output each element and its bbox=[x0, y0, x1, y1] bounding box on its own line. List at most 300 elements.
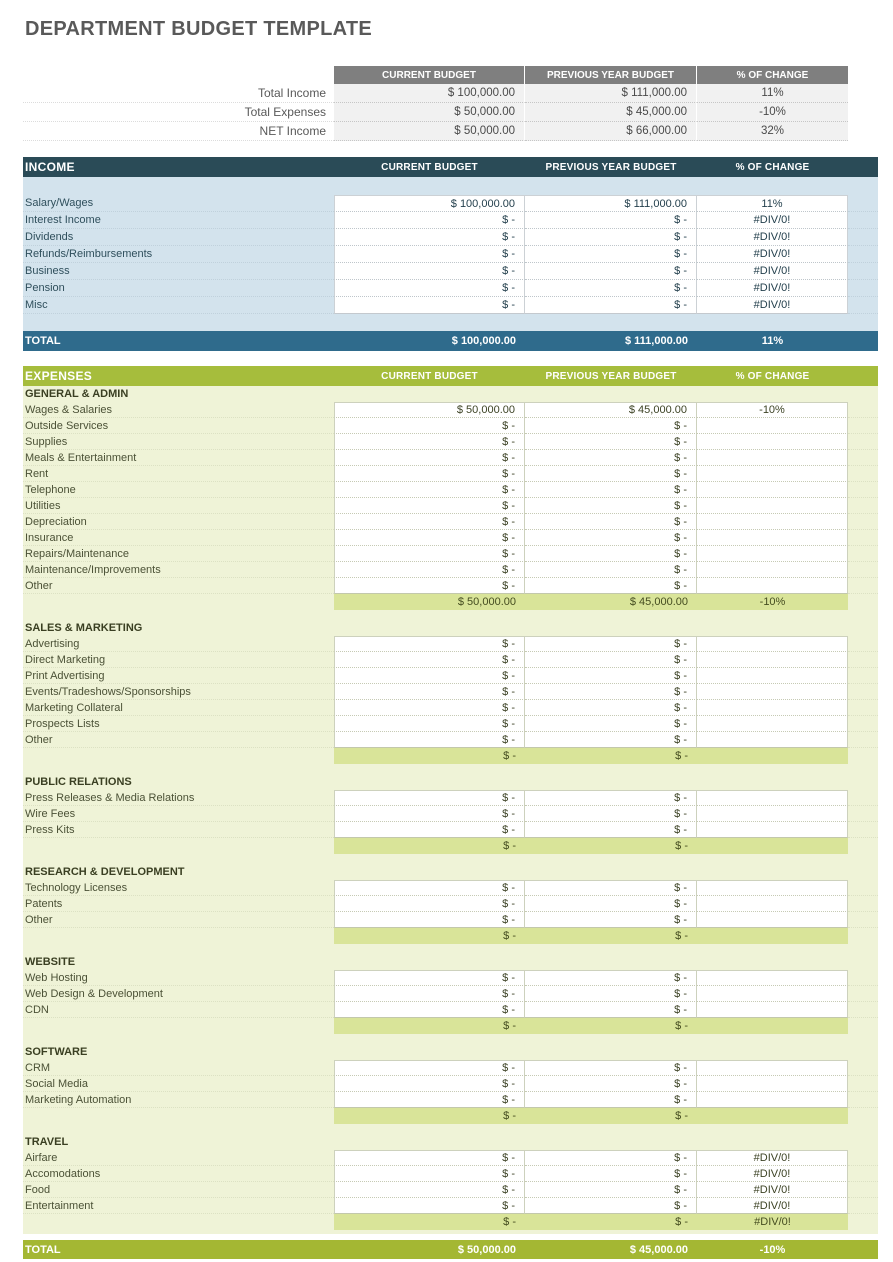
percent-change-cell[interactable] bbox=[697, 1076, 848, 1092]
previous-budget-cell[interactable]: $ 111,000.00 bbox=[525, 195, 697, 212]
expense-group bbox=[23, 620, 878, 764]
budget-item-row bbox=[23, 1198, 878, 1214]
budget-item-row bbox=[23, 1002, 878, 1018]
budget-item-row bbox=[23, 896, 878, 912]
expenses-section bbox=[23, 366, 878, 1234]
item-label: Salary/Wages bbox=[23, 195, 334, 212]
previous-budget-cell[interactable]: $ - bbox=[525, 668, 697, 684]
summary-row-label: Total Income bbox=[23, 84, 334, 103]
subtotal-previous-budget-cell: $ - bbox=[525, 928, 697, 944]
item-label: Wages & Salaries bbox=[23, 402, 334, 418]
item-label: Wire Fees bbox=[23, 806, 334, 822]
grand-total-current: $ 50,000.00 bbox=[457, 1243, 516, 1256]
budget-item-row bbox=[23, 466, 878, 482]
expenses-column-header-current-budget: CURRENT BUDGET bbox=[381, 370, 478, 382]
previous-budget-cell[interactable]: $ - bbox=[525, 450, 697, 466]
subtotal-percent-change-cell bbox=[697, 1018, 848, 1034]
summary-percent-change-cell: 32% bbox=[697, 122, 848, 141]
budget-item-row bbox=[23, 716, 878, 732]
subtotal-pad bbox=[848, 928, 878, 944]
subtotal-current-budget-cell: $ - bbox=[334, 1018, 525, 1034]
previous-budget-cell[interactable]: $ - bbox=[525, 1002, 697, 1018]
current-budget-cell[interactable]: $ - bbox=[334, 578, 525, 594]
current-budget-cell[interactable]: $ 100,000.00 bbox=[334, 195, 525, 212]
item-label: Social Media bbox=[23, 1076, 334, 1092]
row-pad bbox=[848, 246, 878, 263]
previous-budget-cell[interactable]: $ - bbox=[525, 986, 697, 1002]
item-label: Accomodations bbox=[23, 1166, 334, 1182]
item-label: Marketing Automation bbox=[23, 1092, 334, 1108]
previous-budget-cell[interactable]: $ 45,000.00 bbox=[525, 402, 697, 418]
percent-change-cell[interactable] bbox=[697, 986, 848, 1002]
subtotal-previous-budget-cell: $ - bbox=[525, 838, 697, 854]
percent-change-cell[interactable] bbox=[697, 546, 848, 562]
percent-change-cell[interactable]: -10% bbox=[697, 402, 848, 418]
previous-budget-cell[interactable]: $ - bbox=[525, 790, 697, 806]
previous-budget-cell[interactable]: $ - bbox=[525, 732, 697, 748]
current-budget-cell[interactable]: $ - bbox=[334, 466, 525, 482]
expense-group-header bbox=[23, 1134, 878, 1150]
percent-change-cell[interactable]: #DIV/0! bbox=[697, 263, 848, 280]
summary-row-label: Total Expenses bbox=[23, 103, 334, 122]
current-budget-cell[interactable]: $ - bbox=[334, 1166, 525, 1182]
previous-budget-cell[interactable]: $ - bbox=[525, 514, 697, 530]
previous-budget-cell[interactable]: $ - bbox=[525, 578, 697, 594]
row-pad bbox=[848, 716, 878, 732]
budget-item-row bbox=[23, 822, 878, 838]
budget-item-row bbox=[23, 986, 878, 1002]
expense-group bbox=[23, 386, 878, 610]
row-pad bbox=[848, 562, 878, 578]
budget-item-row bbox=[23, 482, 878, 498]
item-label: Advertising bbox=[23, 636, 334, 652]
current-budget-cell[interactable]: $ - bbox=[334, 1198, 525, 1214]
percent-change-cell[interactable] bbox=[697, 1092, 848, 1108]
budget-item-row bbox=[23, 732, 878, 748]
current-budget-cell[interactable]: $ - bbox=[334, 652, 525, 668]
item-label: Telephone bbox=[23, 482, 334, 498]
percent-change-cell[interactable] bbox=[697, 1060, 848, 1076]
summary-percent-change-cell: -10% bbox=[697, 103, 848, 122]
previous-budget-cell[interactable]: $ - bbox=[525, 1150, 697, 1166]
percent-change-cell[interactable] bbox=[697, 652, 848, 668]
row-pad bbox=[848, 434, 878, 450]
current-budget-cell[interactable]: $ - bbox=[334, 434, 525, 450]
previous-budget-cell[interactable]: $ - bbox=[525, 652, 697, 668]
current-budget-cell[interactable]: $ - bbox=[334, 530, 525, 546]
current-budget-cell[interactable]: $ - bbox=[334, 1150, 525, 1166]
budget-item-row bbox=[23, 970, 878, 986]
row-pad bbox=[848, 514, 878, 530]
previous-budget-cell[interactable]: $ - bbox=[525, 700, 697, 716]
current-budget-cell[interactable]: $ - bbox=[334, 668, 525, 684]
current-budget-cell[interactable]: $ - bbox=[334, 280, 525, 297]
grand-total-label: TOTAL bbox=[25, 1243, 61, 1256]
row-pad bbox=[848, 986, 878, 1002]
current-budget-cell[interactable]: $ 50,000.00 bbox=[334, 402, 525, 418]
percent-change-cell[interactable] bbox=[697, 684, 848, 700]
current-budget-cell[interactable]: $ - bbox=[334, 716, 525, 732]
previous-budget-cell[interactable]: $ - bbox=[525, 466, 697, 482]
item-label: Food bbox=[23, 1182, 334, 1198]
percent-change-cell[interactable] bbox=[697, 498, 848, 514]
page-content bbox=[23, 18, 878, 1259]
income-total-row bbox=[23, 331, 878, 351]
previous-budget-cell[interactable]: $ - bbox=[525, 1166, 697, 1182]
summary-previous-budget-cell: $ 111,000.00 bbox=[525, 84, 697, 103]
subtotal-percent-change-cell bbox=[697, 928, 848, 944]
previous-budget-cell[interactable]: $ - bbox=[525, 263, 697, 280]
expense-group-title: TRAVEL bbox=[25, 1136, 69, 1148]
budget-item-row bbox=[23, 514, 878, 530]
subtotal-percent-change-cell: #DIV/0! bbox=[697, 1214, 848, 1230]
column-header-current-budget: CURRENT BUDGET bbox=[334, 66, 525, 84]
item-label: Other bbox=[23, 732, 334, 748]
grand-total-previous: $ 45,000.00 bbox=[629, 1243, 688, 1256]
previous-budget-cell[interactable]: $ - bbox=[525, 1076, 697, 1092]
current-budget-cell[interactable]: $ - bbox=[334, 1182, 525, 1198]
percent-change-cell[interactable]: #DIV/0! bbox=[697, 297, 848, 314]
budget-item-row bbox=[23, 229, 878, 246]
expense-group-subtotal-row bbox=[23, 1214, 878, 1230]
current-budget-cell[interactable]: $ - bbox=[334, 732, 525, 748]
summary-previous-budget-cell: $ 45,000.00 bbox=[525, 103, 697, 122]
row-pad bbox=[848, 212, 878, 229]
item-label: Technology Licenses bbox=[23, 880, 334, 896]
income-section-label: INCOME bbox=[25, 160, 75, 174]
row-pad bbox=[848, 1060, 878, 1076]
previous-budget-cell[interactable]: $ - bbox=[525, 822, 697, 838]
current-budget-cell[interactable]: $ - bbox=[334, 263, 525, 280]
row-pad bbox=[848, 263, 878, 280]
subtotal-percent-change-cell: -10% bbox=[697, 594, 848, 610]
summary-previous-budget-cell: $ 66,000.00 bbox=[525, 122, 697, 141]
item-label: Maintenance/Improvements bbox=[23, 562, 334, 578]
previous-budget-cell[interactable]: $ - bbox=[525, 562, 697, 578]
percent-change-cell[interactable]: #DIV/0! bbox=[697, 246, 848, 263]
previous-budget-cell[interactable]: $ - bbox=[525, 684, 697, 700]
item-label: Refunds/Reimbursements bbox=[23, 246, 334, 263]
income-header-bar bbox=[23, 157, 878, 177]
previous-budget-cell[interactable]: $ - bbox=[525, 1092, 697, 1108]
expense-group-title: SALES & MARKETING bbox=[25, 622, 143, 634]
budget-item-row bbox=[23, 530, 878, 546]
grand-total-pad bbox=[848, 1240, 878, 1259]
previous-budget-cell[interactable]: $ - bbox=[525, 1198, 697, 1214]
percent-change-cell[interactable]: #DIV/0! bbox=[697, 1166, 848, 1182]
current-budget-cell[interactable]: $ - bbox=[334, 970, 525, 986]
item-label: Business bbox=[23, 263, 334, 280]
current-budget-cell[interactable]: $ - bbox=[334, 912, 525, 928]
expense-group-subtotal-row bbox=[23, 1108, 878, 1124]
row-pad bbox=[848, 482, 878, 498]
income-total-pad bbox=[848, 331, 878, 351]
row-pad bbox=[848, 418, 878, 434]
current-budget-cell[interactable]: $ - bbox=[334, 790, 525, 806]
expense-group-header bbox=[23, 386, 878, 402]
subtotal-previous-budget-cell: $ - bbox=[525, 1018, 697, 1034]
income-spacer bbox=[23, 177, 878, 195]
budget-item-row bbox=[23, 652, 878, 668]
summary-current-budget-cell: $ 50,000.00 bbox=[334, 103, 525, 122]
item-label: Rent bbox=[23, 466, 334, 482]
percent-change-cell[interactable] bbox=[697, 482, 848, 498]
income-section bbox=[23, 157, 878, 351]
previous-budget-cell[interactable]: $ - bbox=[525, 716, 697, 732]
subtotal-pad bbox=[848, 1214, 878, 1230]
percent-change-cell[interactable] bbox=[697, 562, 848, 578]
item-label: Dividends bbox=[23, 229, 334, 246]
row-pad bbox=[848, 822, 878, 838]
item-label: Events/Tradeshows/Sponsorships bbox=[23, 684, 334, 700]
row-pad bbox=[848, 668, 878, 684]
subtotal-previous-budget-cell: $ - bbox=[525, 748, 697, 764]
item-label: Marketing Collateral bbox=[23, 700, 334, 716]
row-pad bbox=[848, 229, 878, 246]
budget-item-row bbox=[23, 1150, 878, 1166]
previous-budget-cell[interactable]: $ - bbox=[525, 912, 697, 928]
percent-change-cell[interactable] bbox=[697, 514, 848, 530]
grand-total-change: -10% bbox=[759, 1243, 786, 1256]
item-label: Supplies bbox=[23, 434, 334, 450]
budget-item-row bbox=[23, 212, 878, 229]
percent-change-cell[interactable] bbox=[697, 450, 848, 466]
previous-budget-cell[interactable]: $ - bbox=[525, 1060, 697, 1076]
row-pad bbox=[848, 790, 878, 806]
previous-budget-cell[interactable]: $ - bbox=[525, 297, 697, 314]
current-budget-cell[interactable]: $ - bbox=[334, 806, 525, 822]
row-pad bbox=[848, 1198, 878, 1214]
item-label: Press Kits bbox=[23, 822, 334, 838]
budget-item-row bbox=[23, 1076, 878, 1092]
item-label: Other bbox=[23, 912, 334, 928]
row-pad bbox=[848, 402, 878, 418]
expense-group bbox=[23, 774, 878, 854]
row-pad bbox=[848, 636, 878, 652]
current-budget-cell[interactable]: $ - bbox=[334, 562, 525, 578]
previous-budget-cell[interactable]: $ - bbox=[525, 212, 697, 229]
expense-group bbox=[23, 1134, 878, 1230]
expense-group-subtotal-row bbox=[23, 594, 878, 610]
current-budget-cell[interactable]: $ - bbox=[334, 1002, 525, 1018]
item-label: Interest Income bbox=[23, 212, 334, 229]
expense-group-subtotal-row bbox=[23, 928, 878, 944]
current-budget-cell[interactable]: $ - bbox=[334, 1076, 525, 1092]
expense-group-rows bbox=[23, 970, 878, 1018]
item-label: Outside Services bbox=[23, 418, 334, 434]
percent-change-cell[interactable] bbox=[697, 716, 848, 732]
percent-change-cell[interactable] bbox=[697, 806, 848, 822]
subtotal-previous-budget-cell: $ - bbox=[525, 1108, 697, 1124]
previous-budget-cell[interactable]: $ - bbox=[525, 970, 697, 986]
summary-current-budget-cell: $ 100,000.00 bbox=[334, 84, 525, 103]
expense-group bbox=[23, 864, 878, 944]
subtotal-current-budget-cell: $ 50,000.00 bbox=[334, 594, 525, 610]
percent-change-cell[interactable] bbox=[697, 880, 848, 896]
income-gap bbox=[23, 314, 878, 331]
current-budget-cell[interactable]: $ - bbox=[334, 482, 525, 498]
row-pad bbox=[848, 297, 878, 314]
budget-item-row bbox=[23, 1060, 878, 1076]
row-pad bbox=[848, 806, 878, 822]
expense-group-rows bbox=[23, 1150, 878, 1214]
row-pad bbox=[848, 450, 878, 466]
current-budget-cell[interactable]: $ - bbox=[334, 450, 525, 466]
percent-change-cell[interactable]: #DIV/0! bbox=[697, 212, 848, 229]
budget-item-row bbox=[23, 546, 878, 562]
row-pad bbox=[848, 700, 878, 716]
row-pad bbox=[848, 466, 878, 482]
budget-item-row bbox=[23, 450, 878, 466]
percent-change-cell[interactable]: #DIV/0! bbox=[697, 1150, 848, 1166]
percent-change-cell[interactable] bbox=[697, 466, 848, 482]
subtotal-previous-budget-cell: $ 45,000.00 bbox=[525, 594, 697, 610]
income-column-header-current-budget: CURRENT BUDGET bbox=[381, 161, 478, 173]
current-budget-cell[interactable]: $ - bbox=[334, 246, 525, 263]
previous-budget-cell[interactable]: $ - bbox=[525, 806, 697, 822]
previous-budget-cell[interactable]: $ - bbox=[525, 434, 697, 450]
income-total-change: 11% bbox=[761, 335, 784, 347]
percent-change-cell[interactable] bbox=[697, 636, 848, 652]
row-pad bbox=[848, 1002, 878, 1018]
row-pad bbox=[848, 880, 878, 896]
previous-budget-cell[interactable]: $ - bbox=[525, 896, 697, 912]
income-rows bbox=[23, 195, 878, 314]
expense-group-subtotal-row bbox=[23, 748, 878, 764]
subtotal-percent-change-cell bbox=[697, 748, 848, 764]
subtotal-current-budget-cell: $ - bbox=[334, 928, 525, 944]
previous-budget-cell[interactable]: $ - bbox=[525, 546, 697, 562]
income-total-previous: $ 111,000.00 bbox=[624, 335, 688, 347]
percent-change-cell[interactable] bbox=[697, 912, 848, 928]
item-label: CDN bbox=[23, 1002, 334, 1018]
row-pad bbox=[848, 1150, 878, 1166]
row-pad bbox=[848, 732, 878, 748]
percent-change-cell[interactable] bbox=[697, 434, 848, 450]
item-label: Web Design & Development bbox=[23, 986, 334, 1002]
previous-budget-cell[interactable]: $ - bbox=[525, 246, 697, 263]
expense-group-title: PUBLIC RELATIONS bbox=[25, 776, 132, 788]
subtotal-pad bbox=[848, 838, 878, 854]
percent-change-cell[interactable] bbox=[697, 530, 848, 546]
budget-item-row bbox=[23, 280, 878, 297]
row-pad bbox=[848, 546, 878, 562]
column-header-previous-year-budget: PREVIOUS YEAR BUDGET bbox=[525, 66, 697, 84]
row-pad bbox=[848, 1182, 878, 1198]
subtotal-percent-change-cell bbox=[697, 1108, 848, 1124]
current-budget-cell[interactable]: $ - bbox=[334, 636, 525, 652]
percent-change-cell[interactable]: #DIV/0! bbox=[697, 280, 848, 297]
percent-change-cell[interactable] bbox=[697, 822, 848, 838]
percent-change-cell[interactable]: #DIV/0! bbox=[697, 1198, 848, 1214]
row-pad bbox=[848, 498, 878, 514]
subtotal-current-budget-cell: $ - bbox=[334, 1214, 525, 1230]
current-budget-cell[interactable]: $ - bbox=[334, 822, 525, 838]
current-budget-cell[interactable]: $ - bbox=[334, 212, 525, 229]
row-pad bbox=[848, 1092, 878, 1108]
expense-group-subtotal-row bbox=[23, 1018, 878, 1034]
previous-budget-cell[interactable]: $ - bbox=[525, 636, 697, 652]
percent-change-cell[interactable] bbox=[697, 418, 848, 434]
current-budget-cell[interactable]: $ - bbox=[334, 896, 525, 912]
percent-change-cell[interactable] bbox=[697, 790, 848, 806]
current-budget-cell[interactable]: $ - bbox=[334, 418, 525, 434]
percent-change-cell[interactable]: #DIV/0! bbox=[697, 229, 848, 246]
previous-budget-cell[interactable]: $ - bbox=[525, 880, 697, 896]
current-budget-cell[interactable]: $ - bbox=[334, 297, 525, 314]
summary-row bbox=[23, 103, 848, 122]
expense-group-header bbox=[23, 954, 878, 970]
current-budget-cell[interactable]: $ - bbox=[334, 700, 525, 716]
item-label: Insurance bbox=[23, 530, 334, 546]
row-pad bbox=[848, 530, 878, 546]
expense-group-title: GENERAL & ADMIN bbox=[25, 388, 129, 400]
expense-group bbox=[23, 954, 878, 1034]
current-budget-cell[interactable]: $ - bbox=[334, 1060, 525, 1076]
percent-change-cell[interactable] bbox=[697, 1002, 848, 1018]
budget-item-row bbox=[23, 578, 878, 594]
percent-change-cell[interactable]: 11% bbox=[697, 195, 848, 212]
subtotal-percent-change-cell bbox=[697, 838, 848, 854]
row-pad bbox=[848, 652, 878, 668]
expense-group-header bbox=[23, 864, 878, 880]
summary-percent-change-cell: 11% bbox=[697, 84, 848, 103]
current-budget-cell[interactable]: $ - bbox=[334, 229, 525, 246]
summary-row-label: NET Income bbox=[23, 122, 334, 141]
percent-change-cell[interactable]: #DIV/0! bbox=[697, 1182, 848, 1198]
percent-change-cell[interactable] bbox=[697, 700, 848, 716]
expense-group-rows bbox=[23, 636, 878, 748]
percent-change-cell[interactable] bbox=[697, 970, 848, 986]
item-label: Print Advertising bbox=[23, 668, 334, 684]
previous-budget-cell[interactable]: $ - bbox=[525, 482, 697, 498]
percent-change-cell[interactable] bbox=[697, 896, 848, 912]
current-budget-cell[interactable]: $ - bbox=[334, 498, 525, 514]
budget-item-row bbox=[23, 1166, 878, 1182]
previous-budget-cell[interactable]: $ - bbox=[525, 498, 697, 514]
expense-group-title: SOFTWARE bbox=[25, 1046, 88, 1058]
summary-row bbox=[23, 84, 848, 103]
item-label: Other bbox=[23, 578, 334, 594]
previous-budget-cell[interactable]: $ - bbox=[525, 280, 697, 297]
expenses-column-header-previous-year-budget: PREVIOUS YEAR BUDGET bbox=[545, 370, 677, 382]
subtotal-current-budget-cell: $ - bbox=[334, 1108, 525, 1124]
current-budget-cell[interactable]: $ - bbox=[334, 684, 525, 700]
previous-budget-cell[interactable]: $ - bbox=[525, 418, 697, 434]
current-budget-cell[interactable]: $ - bbox=[334, 546, 525, 562]
budget-item-row bbox=[23, 418, 878, 434]
row-pad bbox=[848, 912, 878, 928]
expense-group-title: RESEARCH & DEVELOPMENT bbox=[25, 866, 185, 878]
percent-change-cell[interactable] bbox=[697, 732, 848, 748]
income-column-header-previous-year-budget: PREVIOUS YEAR BUDGET bbox=[545, 161, 677, 173]
percent-change-cell[interactable] bbox=[697, 668, 848, 684]
expense-group-header bbox=[23, 774, 878, 790]
previous-budget-cell[interactable]: $ - bbox=[525, 1182, 697, 1198]
budget-item-row bbox=[23, 880, 878, 896]
current-budget-cell[interactable]: $ - bbox=[334, 880, 525, 896]
grand-total-row bbox=[23, 1240, 878, 1259]
current-budget-cell[interactable]: $ - bbox=[334, 514, 525, 530]
budget-item-row bbox=[23, 668, 878, 684]
previous-budget-cell[interactable]: $ - bbox=[525, 229, 697, 246]
current-budget-cell[interactable]: $ - bbox=[334, 986, 525, 1002]
current-budget-cell[interactable]: $ - bbox=[334, 1092, 525, 1108]
expense-group-rows bbox=[23, 402, 878, 594]
item-label: Meals & Entertainment bbox=[23, 450, 334, 466]
percent-change-cell[interactable] bbox=[697, 578, 848, 594]
previous-budget-cell[interactable]: $ - bbox=[525, 530, 697, 546]
